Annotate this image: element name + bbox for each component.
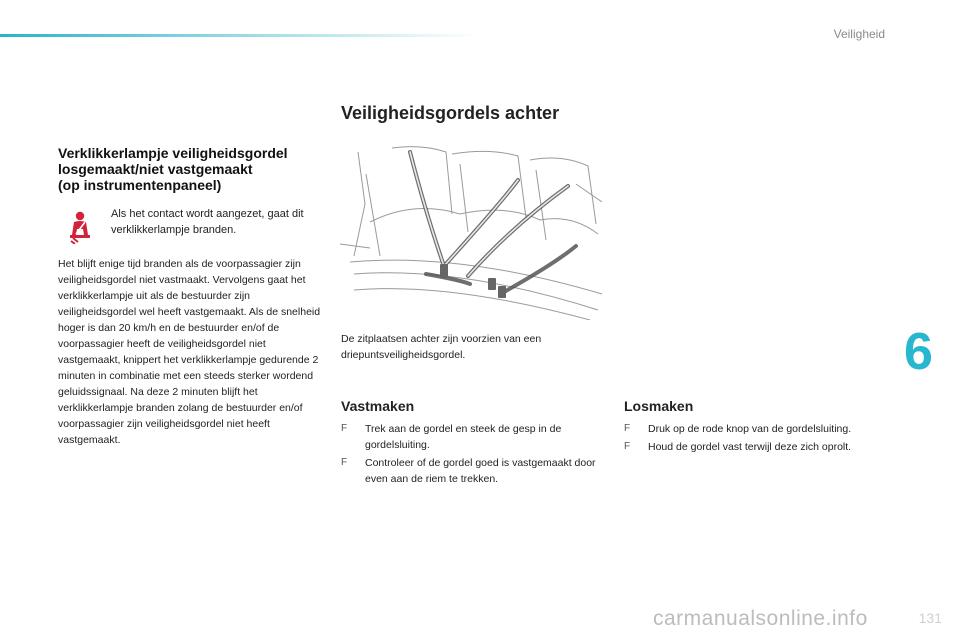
step-text: Trek aan de gordel en steek de gesp in de gordelsluiting. [365, 423, 562, 451]
list-item [624, 421, 854, 437]
step-text: Controleer of de gordel goed is vastgemaakt door even aan de riem te trekken. [365, 457, 596, 485]
section-name: Veiligheid [833, 27, 885, 41]
releasing-steps [624, 421, 854, 457]
header-accent-bar [0, 34, 480, 37]
rear-seat-belts-illustration [340, 144, 602, 320]
warning-lamp-heading-line: Verklikkerlampje veiligheidsgordel [58, 145, 288, 161]
warning-lamp-heading-line: (op instrumentenpaneel) [58, 177, 222, 193]
watermark: carmanualsonline.info [653, 607, 868, 630]
step-text: Houd de gordel vast terwijl deze zich oprolt. [648, 441, 852, 453]
illustration-caption: De zitplaatsen achter zijn voorzien van een driepuntsveiligheidsgordel. [341, 333, 542, 361]
bullet-icon: F [341, 457, 348, 468]
page-title: Veiligheidsgordels achter [341, 103, 560, 123]
bullet-icon: F [624, 441, 631, 452]
list-item [624, 439, 854, 455]
list-item [341, 455, 603, 487]
bullet-icon: F [624, 423, 631, 434]
seatbelt-warning-icon [63, 210, 97, 244]
warning-lamp-heading-line: losgemaakt/niet vastgemaakt [58, 161, 253, 177]
step-text: Druk op de rode knop van de gordelsluiting. [648, 423, 852, 435]
warning-lamp-heading [58, 145, 328, 193]
list-item [341, 421, 603, 453]
fastening-heading: Vastmaken [341, 398, 415, 414]
page-number: 131 [918, 610, 942, 626]
bullet-icon: F [341, 423, 348, 434]
releasing-heading: Losmaken [624, 398, 694, 414]
warning-lamp-icon-text: Als het contact wordt aangezet, gaat dit verklikkerlampje branden. [111, 208, 304, 236]
chapter-number: 6 [904, 323, 933, 381]
warning-lamp-body: Het blijft enige tijd branden als de voorpassagier zijn veiligheidsgordel niet vastmaakt. Vervolgens gaat het verklikkerlampje uit als de bestuurder zijn veiligheidsgordel wel heeft vastgemaakt. Als de snelheid hoger is dan 20 km/h en de bestuurder en/of de voorpassagier heeft de veiligheidsgordel niet vastgemaakt, knippert het verklikkerlampje gedurende 2 minuten in combinatie met een steeds sterker wordend geluidssignaal. Na deze 2 minuten blijft het verklikkerlampje branden zolang de bestuurder en/of voorpassagier zijn veiligheidsgordel niet heeft vastgemaakt. [58, 258, 321, 446]
fastening-steps [341, 421, 603, 489]
